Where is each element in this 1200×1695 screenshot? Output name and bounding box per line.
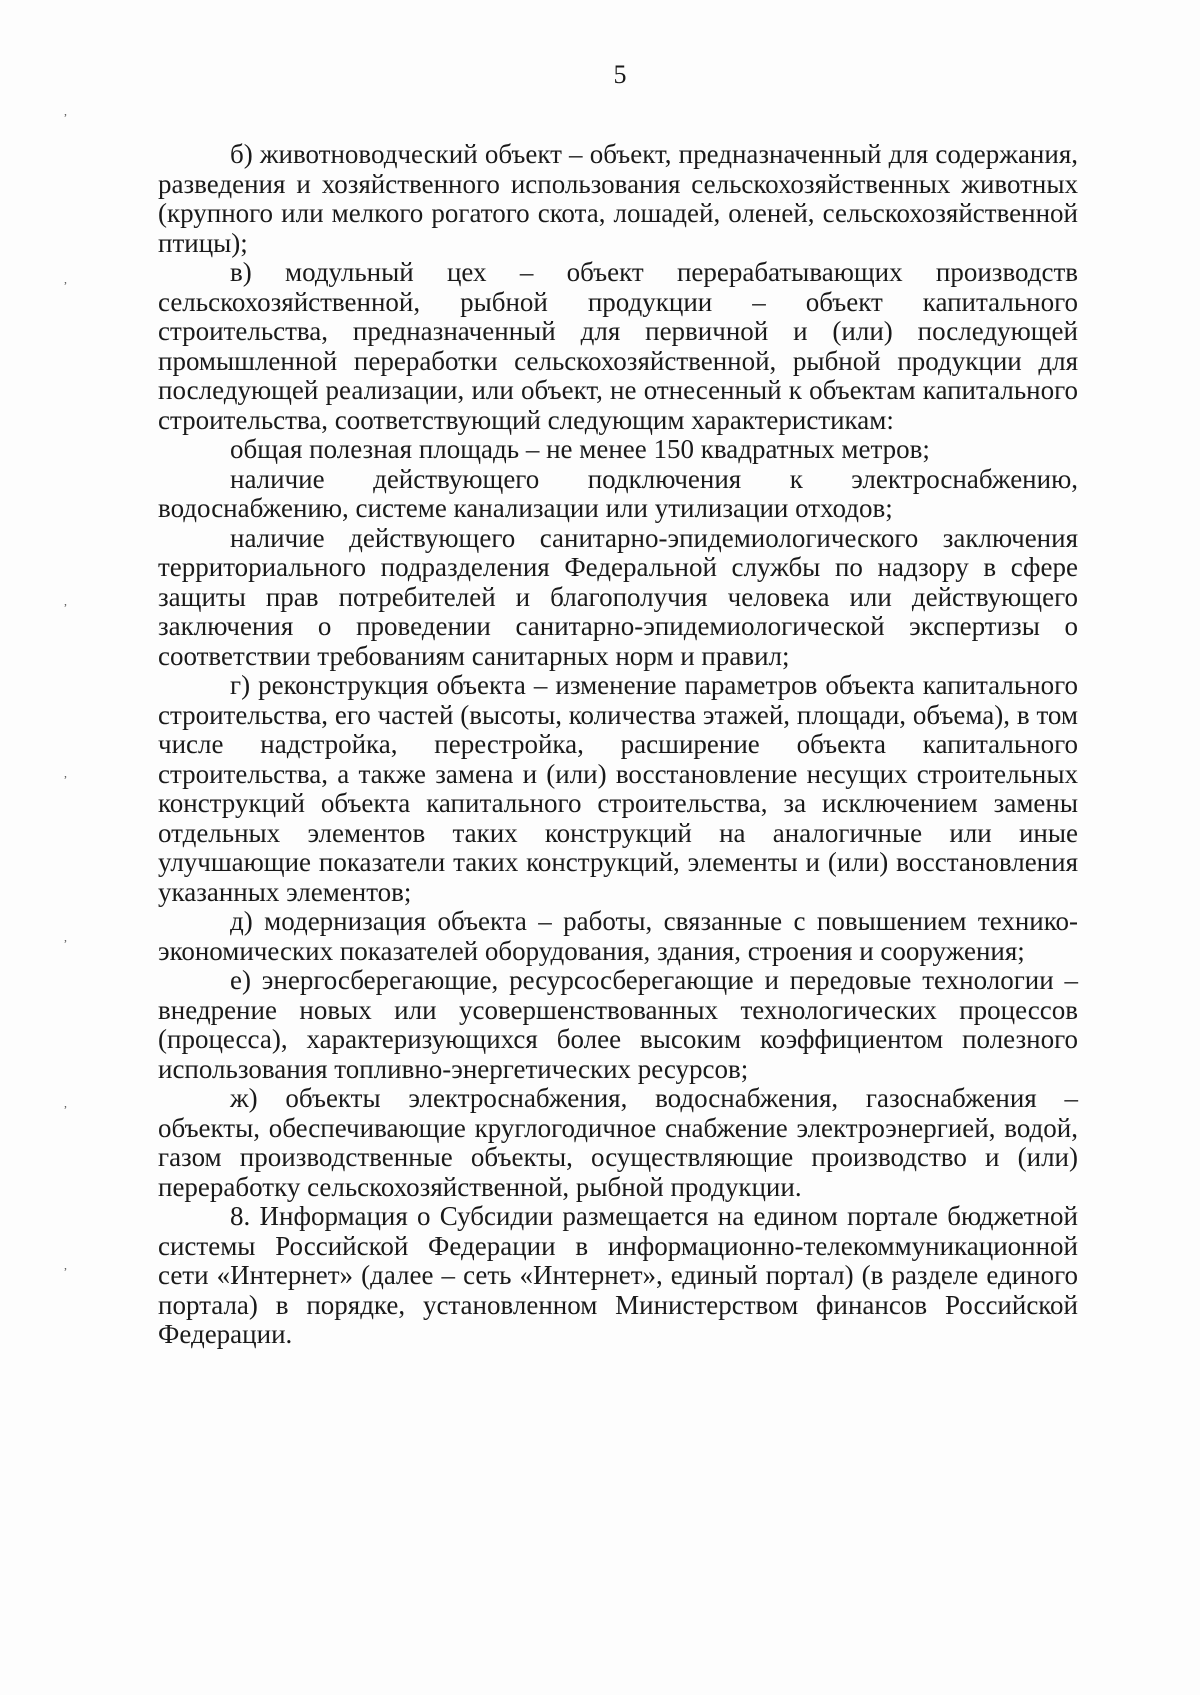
scan-margin-mark: , [64,766,67,780]
scan-margin-mark: , [64,1096,67,1110]
paragraph-livestock-facility: б) животноводческий объект – объект, предназначенный для содержания, разведения и хозяйственного использования сельскохозяйственных животных (крупного или мелкого рогатого скота, лошадей, оленей, сельскохозяйственной птицы); [158,139,1078,258]
scan-margin-mark: , [64,1258,67,1272]
paragraph-utility-connection: наличие действующего подключения к электроснабжению, водоснабжению, системе канализации или утилизации отходов; [158,463,1078,523]
scan-margin-mark: , [64,272,67,286]
paragraph-subsidy-information: 8. Информация о Субсидии размещается на едином портале бюджетной системы Российской Федерации в информационно-телекоммуникационной сети «Интернет» (далее – сеть «Интернет», единый портал) (в разделе единого портала) в порядке, установленном Министерством финансов Российской Федерации. [158,1201,1078,1349]
paragraph-modular-workshop: в) модульный цех – объект перерабатывающих производств сельскохозяйственной, рыбной продукции – объект капитального строительства, предназначенный для первичной и (или) последующей промышленной переработки сельскохозяйственной, рыбной продукции для последующей реализации, или объект, не отнесенный к объектам капитального строительства, соответствующий следующим характеристикам: [158,257,1078,435]
paragraph-modernization: д) модернизация объекта – работы, связанные с повышением технико-экономических показателей оборудования, здания, строения и сооружения; [158,906,1078,966]
document-body [158,140,1078,1350]
paragraph-energy-saving-technologies: е) энергосберегающие, ресурсосберегающие и передовые технологии – внедрение новых или усовершенствованных технологических процессов (процесса), характеризующихся более высоким коэффициентом полезного использования топливно-энергетических ресурсов; [158,965,1078,1084]
paragraph-usable-area: общая полезная площадь – не менее 150 квадратных метров; [230,434,930,464]
page-number: 5 [613,60,627,89]
paragraph-utility-facilities: ж) объекты электроснабжения, водоснабжения, газоснабжения – объекты, обеспечивающие круглогодичное снабжение электроэнергией, водой, газом производственные объекты, осуществляющие производство и (или) переработку сельскохозяйственной, рыбной продукции. [158,1083,1078,1202]
scan-margin-mark: , [64,930,67,944]
scan-margin-mark: , [64,594,67,608]
paragraph-reconstruction: г) реконструкция объекта – изменение параметров объекта капитального строительства, его частей (высоты, количества этажей, площади, объема), в том числе надстройка, перестройка, расширение объекта капитального строительства, а также замена и (или) восстановление несущих строительных конструкций объекта капитального строительства, за исключением замены отдельных элементов таких конструкций на аналогичные или иные улучшающие показатели таких конструкций, элементы и (или) восстановления указанных элементов; [158,670,1078,907]
scan-margin-mark: , [64,104,67,118]
paragraph-sanitary-conclusion: наличие действующего санитарно-эпидемиологического заключения территориального подразделения Федеральной службы по надзору в сфере защиты прав потребителей и благополучия человека или действующего заключения о проведении санитарно-эпидемиологической экспертизы о соответствии требованиям санитарных норм и правил; [158,522,1078,671]
